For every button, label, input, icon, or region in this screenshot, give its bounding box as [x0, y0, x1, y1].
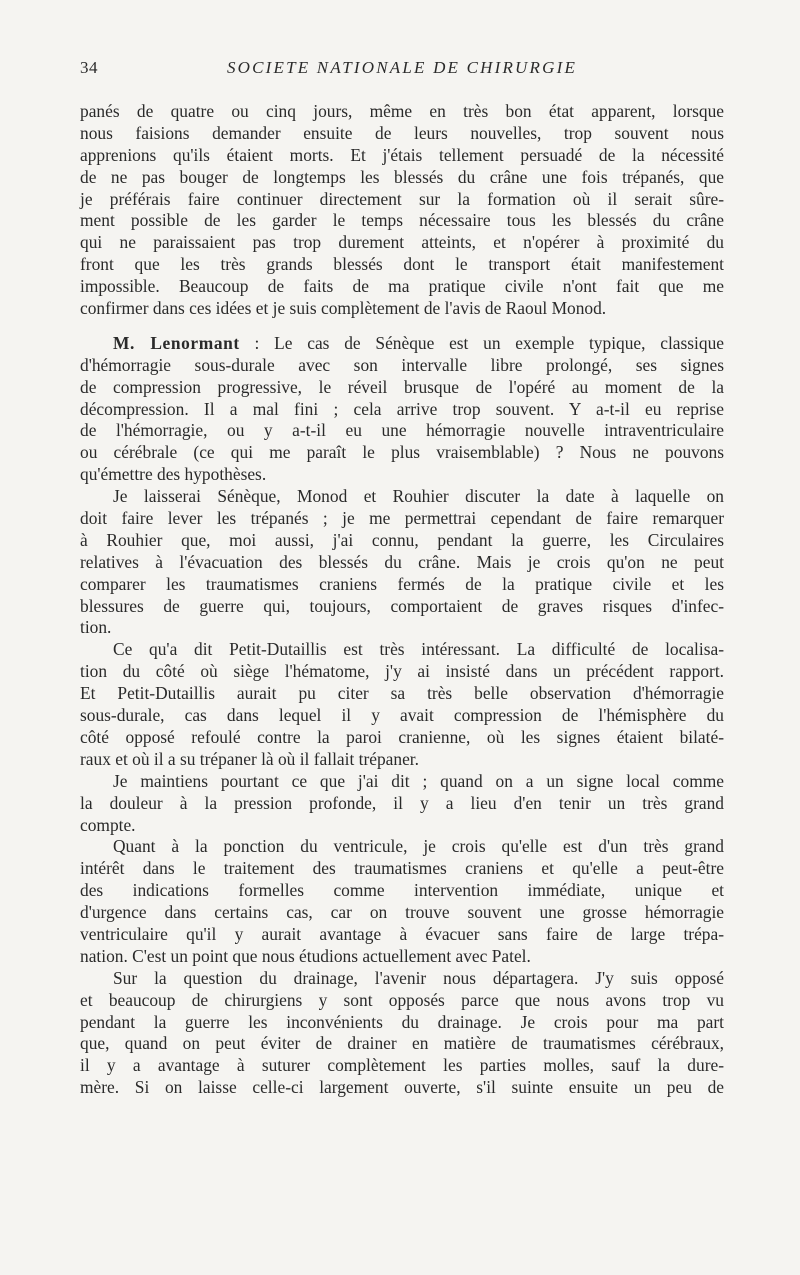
text-line: confirmer dans ces idées et je suis complètement de l'avis de Raoul Monod.	[80, 298, 607, 319]
text-line: nation. C'est un point que nous étudions actuellement avec Patel.	[80, 945, 531, 966]
text-line: que, quand on peut éviter de drainer en matière de traumatismes cérébraux,	[80, 1033, 724, 1054]
text-line: Quant à la ponction du ventricule, je crois qu'elle est d'un très grand	[113, 836, 724, 857]
text-line: Ce qu'a dit Petit-Dutaillis est très intéressant. La difficulté de localisa-	[113, 639, 724, 660]
text-line: qu'émettre des hypothèses.	[80, 464, 267, 485]
text-line: je préférais faire continuer directement sur la formation où il serait sûre-	[80, 188, 724, 209]
text-line: la douleur à la pression profonde, il y a lieu d'en tenir un très grand	[80, 792, 724, 813]
text-line: blessures de guerre qui, toujours, comportaient de graves risques d'infec-	[80, 595, 724, 616]
text-line: sous-durale, cas dans lequel il y avait compression de l'hémisphère du	[80, 705, 724, 726]
paragraph-3	[80, 486, 724, 639]
text-line: comparer les traumatismes craniens fermés de la pratique civile et les	[80, 573, 724, 594]
document-body	[80, 101, 724, 1099]
text-line: Et Petit-Dutaillis aurait pu citer sa très belle observation d'hémorragie	[80, 683, 724, 704]
paragraph-5	[80, 771, 724, 837]
text-line: à Rouhier que, moi aussi, j'ai connu, pendant la guerre, les Circulaires	[80, 529, 724, 550]
paragraph-4	[80, 639, 724, 770]
text-line: front que les très grands blessés dont le transport était manifestement	[80, 254, 724, 275]
text-line: de compression progressive, le réveil brusque de l'opéré au moment de la	[80, 376, 724, 397]
text-line: pendant la guerre les inconvénients du drainage. Je crois pour ma part	[80, 1011, 724, 1032]
text-line: Sur la question du drainage, l'avenir nous départagera. J'y suis opposé	[113, 967, 724, 988]
text-line: Je maintiens pourtant ce que j'ai dit ; quand on a un signe local comme	[113, 770, 724, 791]
text-line: ment possible de les garder le temps nécessaire tous les blessés du crâne	[80, 210, 724, 231]
text-line: panés de quatre ou cinq jours, même en très bon état apparent, lorsque	[80, 101, 724, 121]
text-line: doit faire lever les trépanés ; je me permettrai cependant de faire remarquer	[80, 508, 724, 529]
text-line: décompression. Il a mal fini ; cela arrive trop souvent. Y a-t-il eu reprise	[80, 398, 724, 419]
paragraph-7	[80, 968, 724, 1099]
text-line: d'urgence dans certains cas, car on trouve souvent une grosse hémorragie	[80, 902, 724, 923]
text-line: Je laisserai Sénèque, Monod et Rouhier discuter la date à laquelle on	[113, 486, 724, 507]
text-line: intérêt dans le traitement des traumatismes craniens et qu'elle a peut-être	[80, 858, 724, 879]
running-title: SOCIETE NATIONALE DE CHIRURGIE	[226, 58, 578, 77]
text-line: de ne pas bouger de longtemps les blessés du crâne une fois trépanés, que	[80, 166, 724, 187]
text-line: apprenions qu'ils étaient morts. Et j'étais tellement persuadé de la nécessité	[80, 144, 724, 165]
speaker-name: M. Lenormant	[113, 332, 240, 353]
text-line: et beaucoup de chirurgiens y sont opposés parce que nous avons trop vu	[80, 989, 724, 1010]
text-line: nous faisions demander ensuite de leurs nouvelles, trop souvent nous	[80, 122, 724, 143]
text-line: ventriculaire qu'il y aurait avantage à évacuer sans faire de large trépa-	[80, 923, 724, 944]
text-fragment: : Le cas de Sénèque est un exemple typique, classique	[239, 332, 724, 353]
paragraph-6	[80, 836, 724, 967]
paragraph-2	[80, 333, 724, 486]
paragraph-spacer	[80, 320, 724, 333]
text-line: tion du côté où siège l'hématome, j'y ai insisté dans un précédent rapport.	[80, 661, 724, 682]
text-line: il y a avantage à suturer complètement les parties molles, sauf la dure-	[80, 1055, 724, 1076]
text-line: mère. Si on laisse celle-ci largement ouverte, s'il suinte ensuite un peu de	[80, 1077, 724, 1098]
text-line: impossible. Beaucoup de faits de ma pratique civile n'ont fait que me	[80, 276, 724, 297]
text-line: qui ne paraissaient pas trop durement atteints, et n'opérer à proximité du	[80, 232, 724, 253]
text-line: ou cérébrale (ce qui me paraît le plus vraisemblable) ? Nous ne pouvons	[80, 442, 724, 463]
text-line: d'hémorragie sous-durale avec son intervalle libre prolongé, ses signes	[80, 354, 724, 375]
text-line: côté opposé refoulé contre la paroi cranienne, où les signes étaient bilaté-	[80, 726, 724, 747]
text-line: compte.	[80, 814, 136, 835]
paragraph-1	[80, 101, 724, 320]
text-line: raux et où il a su trépaner là où il fallait trépaner.	[80, 748, 419, 769]
text-line: des indications formelles comme intervention immédiate, unique et	[80, 880, 724, 901]
text-line	[80, 333, 724, 355]
text-line: de l'hémorragie, ou y a-t-il eu une hémorragie nouvelle intraventriculaire	[80, 420, 724, 441]
page-header	[80, 58, 724, 86]
text-line: relatives à l'évacuation des blessés du crâne. Mais je crois qu'on ne peut	[80, 551, 724, 572]
page-number: 34	[80, 58, 98, 77]
text-line: tion.	[80, 617, 112, 638]
